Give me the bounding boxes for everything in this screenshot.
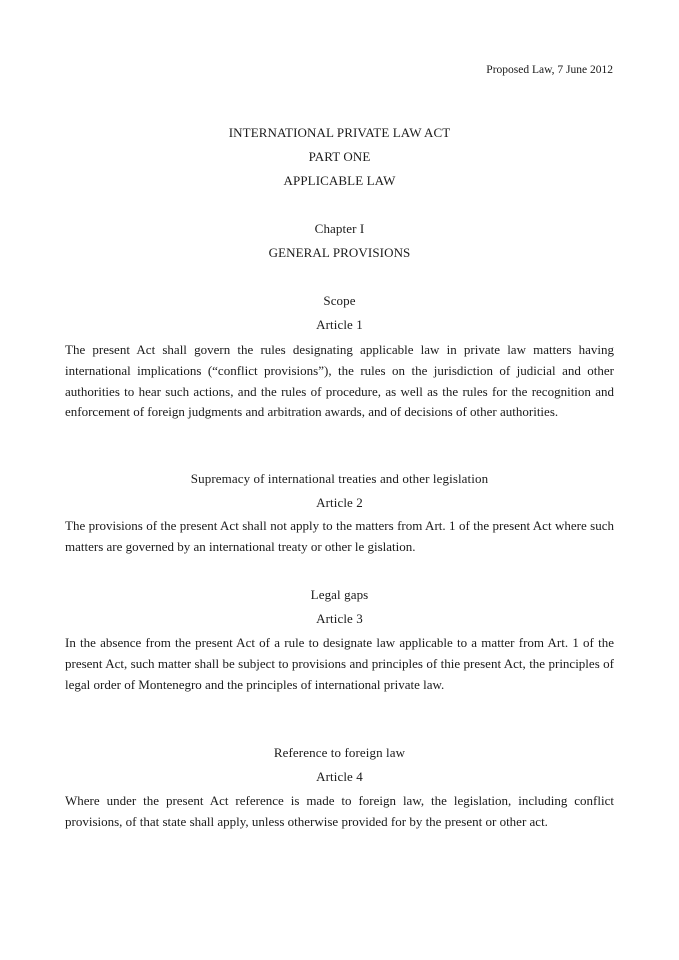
article-heading: Reference to foreign law (273, 745, 406, 760)
article-text: The present Act shall govern the rules designating applicable law in private law matters having international implications (“conflict provisions”), the rules on the jurisdiction of judicial and other authorities to hear such actions, and the rules of procedure, as well as the rules for the recognition and enforcement of foreign judgments and arbitration awards, and of decisions of other authorities. (65, 342, 614, 420)
article-number: Article 1 (316, 317, 363, 332)
act-title: INTERNATIONAL PRIVATE LAW ACT (228, 125, 451, 140)
article-text: The provisions of the present Act shall not apply to the matters from Art. 1 of the present Act where such matters are governed by an international treaty or other le gislation. (65, 518, 614, 554)
article-heading: Scope (323, 293, 356, 308)
part-title: APPLICABLE LAW (283, 173, 396, 188)
article-heading: Legal gaps (310, 587, 369, 602)
header-note: Proposed Law, 7 June 2012 (486, 64, 613, 76)
article-number: Article 4 (316, 769, 363, 784)
part-label: PART ONE (308, 149, 371, 164)
article-text: In the absence from the present Act of a rule to designate law applicable to a matter from Art. 1 of the present Act, such matter shall be subject to provisions and principles of thie present Act, the principles of legal order of Montenegro and the principles of international private law. (65, 635, 614, 692)
article-number: Article 2 (316, 495, 363, 510)
article-text: Where under the present Act reference is made to foreign law, the legislation, including conflict provisions, of that state shall apply, unless otherwise provided for by the present or other act. (65, 793, 614, 829)
chapter-label: Chapter I (314, 221, 365, 236)
article-number: Article 3 (316, 611, 363, 626)
article-heading: Supremacy of international treaties and other legislation (190, 471, 489, 486)
chapter-title: GENERAL PROVISIONS (268, 245, 411, 260)
